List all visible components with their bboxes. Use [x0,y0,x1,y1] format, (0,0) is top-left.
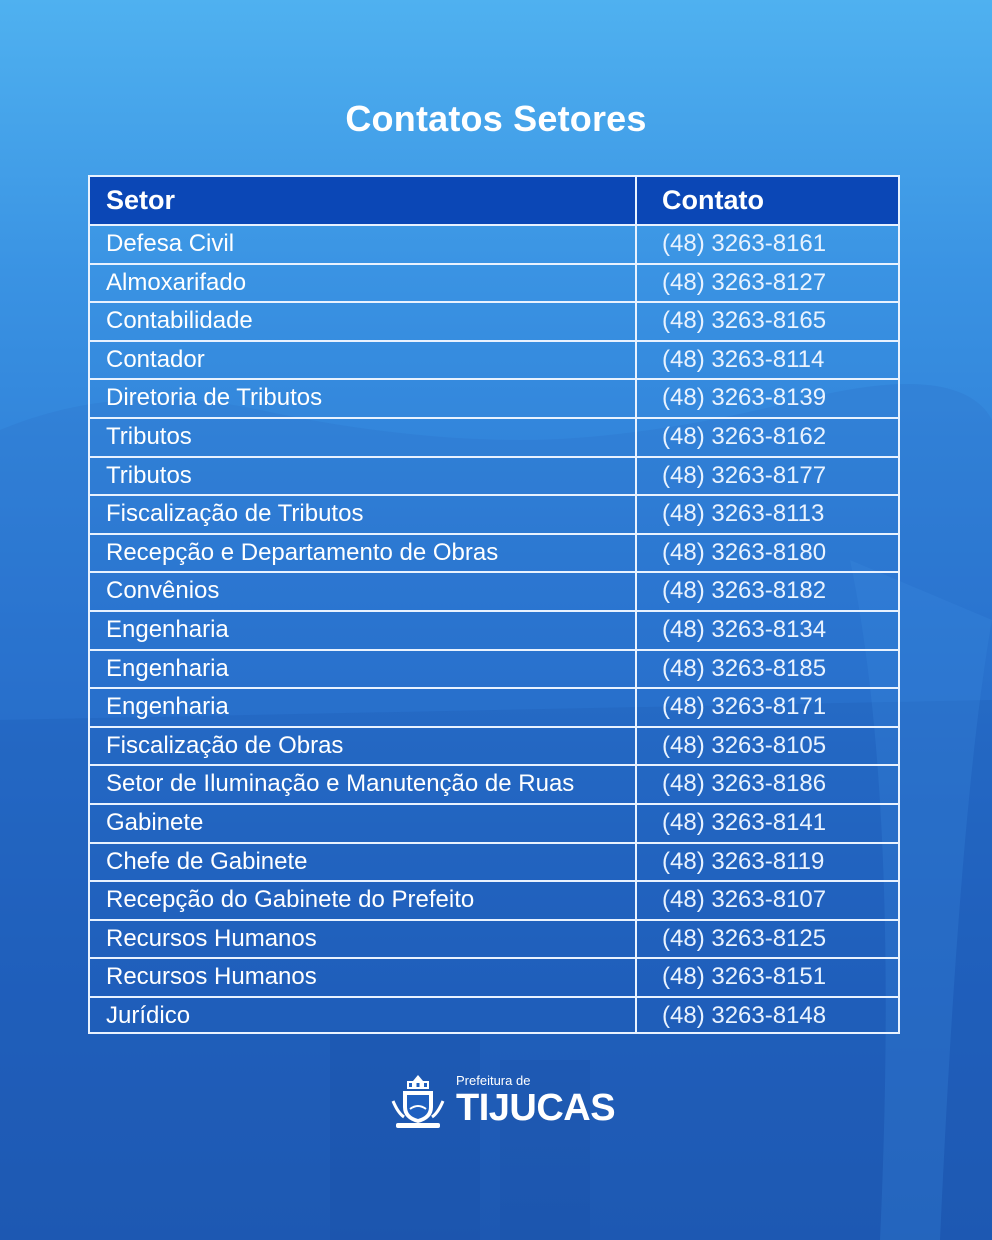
cell-setor: Tributos [90,458,637,495]
table-row [90,535,898,574]
table-row [90,651,898,690]
table-body [90,226,898,1032]
cell-contato: (48) 3263-8114 [662,345,825,373]
table-row [90,998,898,1032]
contacts-table [88,175,900,1034]
table-row [90,689,898,728]
table-row [90,805,898,844]
cell-contato: (48) 3263-8105 [662,731,827,759]
cell-contato: (48) 3263-8151 [662,963,827,991]
cell-contato: (48) 3263-8127 [662,268,827,296]
cell-contato: (48) 3263-8119 [662,847,825,875]
table-row [90,342,898,381]
cell-setor: Convênios [90,573,637,610]
cell-setor: Contabilidade [90,303,637,340]
table-row [90,265,898,304]
cell-contato: (48) 3263-8171 [662,693,827,721]
table-row [90,766,898,805]
cell-setor: Recursos Humanos [90,959,637,996]
cell-contato: (48) 3263-8125 [662,924,827,952]
cell-setor: Chefe de Gabinete [90,844,637,881]
cell-setor: Defesa Civil [90,226,637,263]
cell-setor: Recursos Humanos [90,921,637,958]
logo-text [456,1074,615,1128]
cell-contato: (48) 3263-8134 [662,615,827,643]
cell-setor: Setor de Iluminação e Manutenção de Ruas [90,766,637,803]
table-row [90,959,898,998]
table-row [90,496,898,535]
cell-contato: (48) 3263-8162 [662,422,827,450]
table-row [90,573,898,612]
prefeitura-logo [390,1066,620,1136]
page-title: Contatos Setores [345,98,647,139]
cell-contato: (48) 3263-8186 [662,770,827,798]
cell-contato: (48) 3263-8148 [662,1001,827,1029]
logo-subtitle: Prefeitura de [456,1073,531,1088]
cell-contato: (48) 3263-8182 [662,577,827,605]
cell-contato: (48) 3263-8165 [662,307,827,335]
cell-contato: (48) 3263-8107 [662,886,827,914]
cell-setor: Jurídico [90,998,637,1032]
header-setor: Setor [90,177,637,224]
table-row [90,844,898,883]
table-row [90,921,898,960]
cell-contato: (48) 3263-8141 [662,808,827,836]
cell-setor: Fiscalização de Tributos [90,496,637,533]
table-row [90,380,898,419]
cell-contato: (48) 3263-8185 [662,654,827,682]
cell-setor: Almoxarifado [90,265,637,302]
cell-setor: Engenharia [90,612,637,649]
table-row [90,612,898,651]
cell-setor: Tributos [90,419,637,456]
cell-contato: (48) 3263-8161 [662,230,827,257]
cell-setor: Gabinete [90,805,637,842]
logo-city-name: TIJUCAS [456,1087,616,1129]
cell-contato: (48) 3263-8180 [662,538,827,566]
cell-contato: (48) 3263-8177 [662,461,827,489]
cell-setor: Fiscalização de Obras [90,728,637,765]
table-row [90,728,898,767]
cell-setor: Contador [90,342,637,379]
table-header [90,177,898,226]
cell-contato: (48) 3263-8113 [662,500,825,528]
table-row [90,882,898,921]
cell-setor: Recepção do Gabinete do Prefeito [90,882,637,919]
table-row [90,226,898,265]
cell-setor: Diretoria de Tributos [90,380,637,417]
cell-contato: (48) 3263-8139 [662,384,827,412]
cell-setor: Engenharia [90,689,637,726]
cell-setor: Engenharia [90,651,637,688]
table-row [90,419,898,458]
table-row [90,303,898,342]
header-contato: Contato [662,185,764,215]
cell-setor: Recepção e Departamento de Obras [90,535,637,572]
table-row [90,458,898,497]
city-coat-of-arms-icon [390,1071,446,1131]
